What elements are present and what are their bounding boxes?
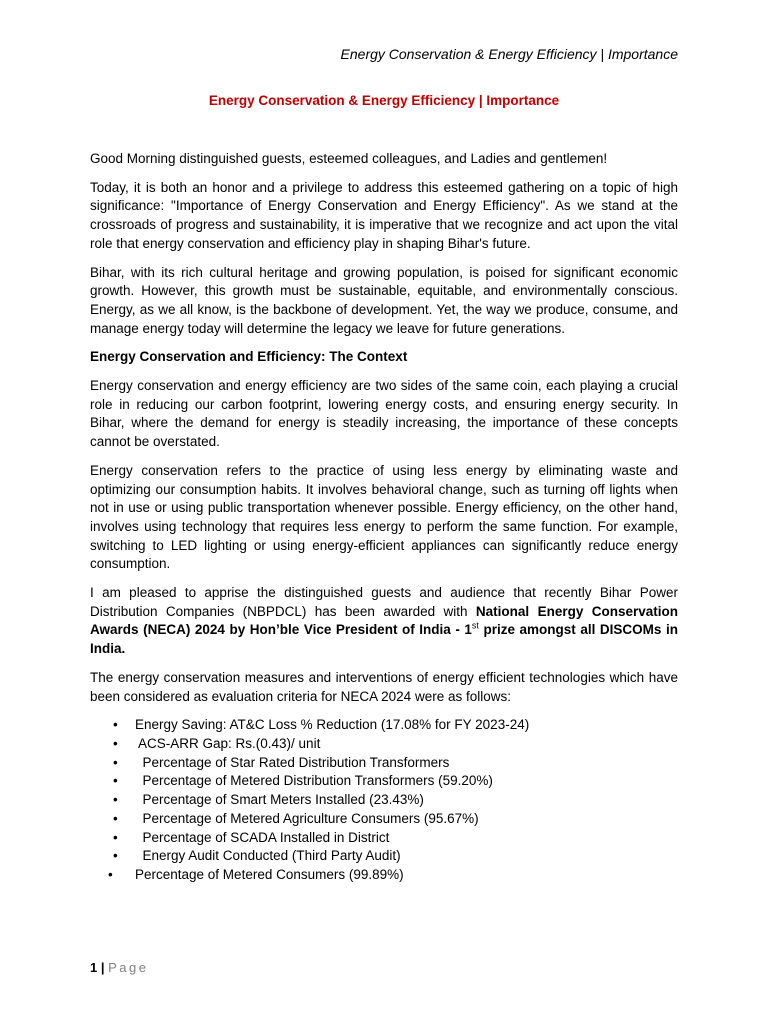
list-item [90,847,678,866]
list-item [90,810,678,829]
list-item-text: ACS-ARR Gap: Rs.(0.43)/ unit [135,735,321,751]
bullet-glyph: • [113,754,118,770]
list-item-text: Percentage of Smart Meters Installed (23.43%) [135,792,424,808]
list-item [90,791,678,810]
award-name-text: National Energy Conservation Awards (NECA) 2024 by Hon’ble Vice President of India - 1 [90,603,678,638]
page-label: Page [108,960,149,975]
criteria-paragraph: The energy conservation measures and interventions of energy efficient technologies which have been considered as evaluation criteria for NECA 2024 were as follows: [90,669,678,704]
list-item [90,829,678,848]
list-item-text: Percentage of SCADA Installed in District [135,829,390,845]
footer-separator: | [100,960,105,975]
definition-paragraph: Energy conservation refers to the practice of using less energy by eliminating waste and optimizing our consumption habits. It involves behavioral change, such as turning off lights when not in use or using public transportation whenever possible. Energy efficiency, on the other hand, involves using technology that requires less energy to perform the same function. For example, switching to LED lighting or using energy-efficient appliances can significantly reduce energy consumption. [90,462,678,572]
criteria-list [90,716,678,884]
list-item-text: Energy Audit Conducted (Third Party Audit) [135,848,401,864]
bullet-glyph: • [113,829,118,845]
page-footer [90,960,149,975]
award-intro-text: I am pleased to apprise the distinguished guests and audience that recently Bihar Power Distribution Companies (NBPDCL) has been awarded with [90,585,678,619]
bullet-glyph: • [113,717,118,733]
award-ordinal-suffix: st [471,620,479,631]
context-paragraph: Energy conservation and energy efficiency are two sides of the same coin, each playing a crucial role in reducing our carbon footprint, lowering energy costs, and ensuring energy security. In Bihar, where the demand for energy is steadily increasing, the importance of these concepts cannot be overstated. [90,378,678,450]
list-item [90,772,678,791]
running-header: Energy Conservation & Energy Efficiency | Importance [340,46,678,62]
list-item-text: Percentage of Metered Consumers (99.89%) [135,866,404,882]
intro-paragraph: Today, it is both an honor and a privilege to address this esteemed gathering on a topic of high significance: "Importance of Energy Conservation and Energy Efficiency". As we stand at the crossroads of progress and sustainability, it is imperative that we recognize and act upon the vital role that energy conservation and efficiency play in shaping Bihar's future. [90,179,678,251]
award-paragraph [90,584,678,659]
document-body [90,150,678,885]
list-item [90,866,678,885]
list-item-text: Percentage of Metered Agriculture Consumers (95.67%) [135,810,479,826]
bullet-glyph: • [113,848,118,864]
section-heading: Energy Conservation and Efficiency: The Context [90,349,408,365]
list-item [90,735,678,754]
page-number: 1 [90,960,98,975]
list-item [90,754,678,773]
bullet-glyph: • [113,810,118,826]
bullet-glyph: • [113,735,118,751]
bullet-glyph: • [108,866,113,882]
bullet-glyph: • [113,792,118,808]
list-item-text: Percentage of Metered Distribution Transformers (59.20%) [135,773,493,789]
list-item [90,716,678,735]
list-item-text: Percentage of Star Rated Distribution Transformers [135,754,450,770]
list-item-text: Energy Saving: AT&C Loss % Reduction (17.08% for FY 2023-24) [135,717,530,733]
bullet-glyph: • [113,773,118,789]
greeting-paragraph: Good Morning distinguished guests, esteemed colleagues, and Ladies and gentlemen! [90,151,608,166]
bihar-paragraph: Bihar, with its rich cultural heritage and growing population, is poised for significant economic growth. However, this growth must be sustainable, equitable, and environmentally conscious. Energy, as we all know, is the backbone of development. Yet, the way we produce, consume, and manage energy today will determine the legacy we leave for future generations. [90,264,678,336]
award-prize-text: prize amongst all DISCOMs in India. [90,622,678,657]
document-title: Energy Conservation & Energy Efficiency | Importance [208,93,560,108]
